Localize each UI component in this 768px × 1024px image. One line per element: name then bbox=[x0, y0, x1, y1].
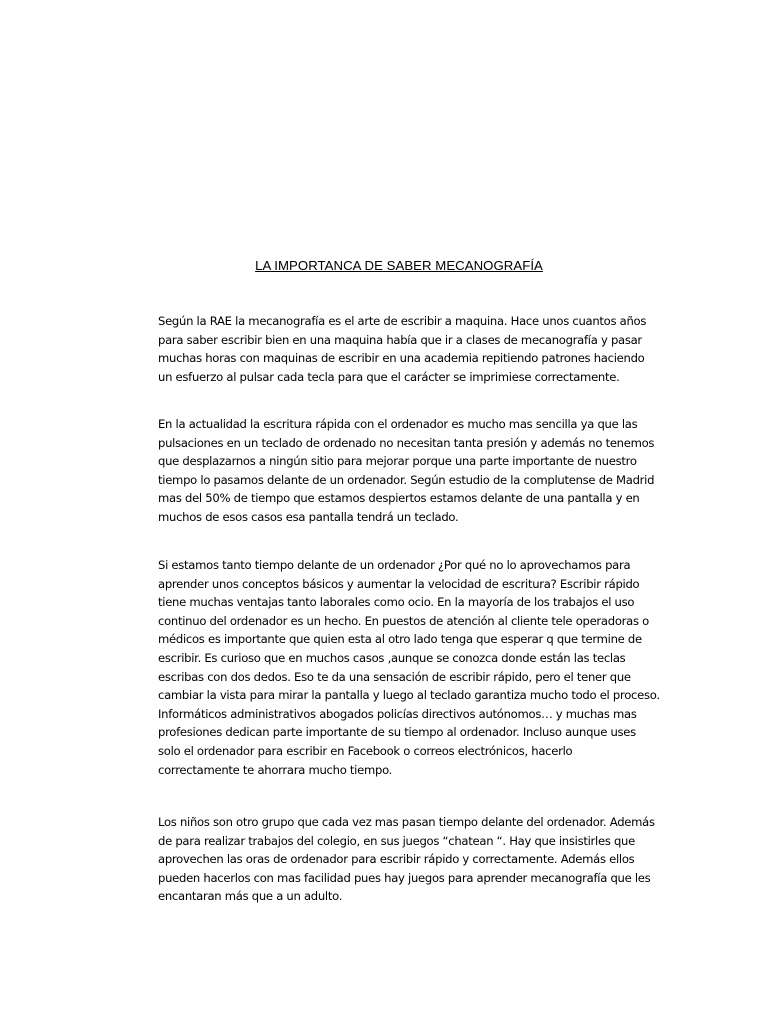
paragraph-line: tiene muchas ventajas tanto laborales como ocio. En la mayoría de los trabajos el uso bbox=[158, 595, 635, 610]
paragraph-line: escribir. Es curioso que en muchos casos ,aunque se conozca donde están las teclas bbox=[158, 650, 626, 665]
paragraph-line: profesiones dedican parte importante de su tiempo al ordenador. Incluso aunque uses bbox=[158, 725, 636, 740]
paragraph-line: correctamente te ahorrara mucho tiempo. bbox=[158, 762, 393, 777]
paragraph-line: escribas con dos dedos. Eso te da una sensación de escribir rápido, pero el tener que bbox=[158, 669, 631, 684]
paragraph-line: para saber escribir bien en una maquina había que ir a clases de mecanografía y pasar bbox=[158, 332, 642, 347]
paragraph-line: Informáticos administrativos abogados policías directivos autónomos… y muchas mas bbox=[158, 706, 637, 721]
paragraph-line: cambiar la vista para mirar la pantalla y luego al teclado garantiza mucho todo el proceso. bbox=[158, 688, 660, 703]
paragraph-3 bbox=[158, 556, 668, 779]
paragraph-line: encantaran más que a un adulto. bbox=[158, 889, 343, 904]
paragraph-line: continuo del ordenador es un hecho. En puestos de atención al cliente tele operadoras o bbox=[158, 613, 649, 628]
paragraph-4 bbox=[158, 813, 668, 906]
paragraph-line: médicos es importante que quien esta al otro lado tenga que esperar q que termine de bbox=[158, 632, 642, 647]
paragraph-line: aprovechen las oras de ordenador para escribir rápido y correctamente. Además ellos bbox=[158, 852, 635, 867]
paragraph-line: aprender unos conceptos básicos y aumentar la velocidad de escritura? Escribir rápido bbox=[158, 576, 640, 591]
paragraph-line: Los niños son otro grupo que cada vez mas pasan tiempo delante del ordenador. Además bbox=[158, 815, 655, 829]
paragraph-line: de para realizar trabajos del colegio, en sus juegos “chatean “. Hay que insistirles que bbox=[158, 833, 635, 848]
paragraph-line: solo el ordenador para escribir en Facebook o correos electrónicos, hacerlo bbox=[158, 743, 573, 758]
paragraph-line: En la actualidad la escritura rápida con el ordenador es mucho mas sencilla ya que las bbox=[158, 417, 638, 431]
paragraph-line: un esfuerzo al pulsar cada tecla para que el carácter se imprimiese correctamente. bbox=[158, 369, 620, 384]
paragraph-line: que desplazarnos a ningún sitio para mejorar porque una parte importante de nuestro bbox=[158, 454, 637, 469]
paragraph-line: Si estamos tanto tiempo delante de un ordenador ¿Por qué no lo aprovechamos para bbox=[158, 558, 631, 572]
paragraph-line: mas del 50% de tiempo que estamos despiertos estamos delante de una pantalla y en bbox=[158, 491, 640, 506]
paragraph-line: Según la RAE la mecanografía es el arte de escribir a maquina. Hace unos cuantos años bbox=[158, 314, 647, 328]
paragraph-line: pulsaciones en un teclado de ordenado no necesitan tanta presión y además no tenemos bbox=[158, 435, 655, 450]
paragraph-line: pueden hacerlos con mas facilidad pues hay juegos para aprender mecanografía que les bbox=[158, 870, 651, 885]
paragraph-line: tiempo lo pasamos delante de un ordenador. Según estudio de la complutense de Madrid bbox=[158, 472, 655, 487]
document-title: LA IMPORTANCA DE SABER MECANOGRAFÍA bbox=[255, 258, 543, 273]
paragraph-line: muchas horas con maquinas de escribir en una academia repitiendo patrones haciendo bbox=[158, 351, 645, 366]
paragraph-1 bbox=[158, 312, 668, 386]
paragraph-line: muchos de esos casos esa pantalla tendrá un teclado. bbox=[158, 509, 459, 524]
paragraph-2 bbox=[158, 415, 668, 527]
